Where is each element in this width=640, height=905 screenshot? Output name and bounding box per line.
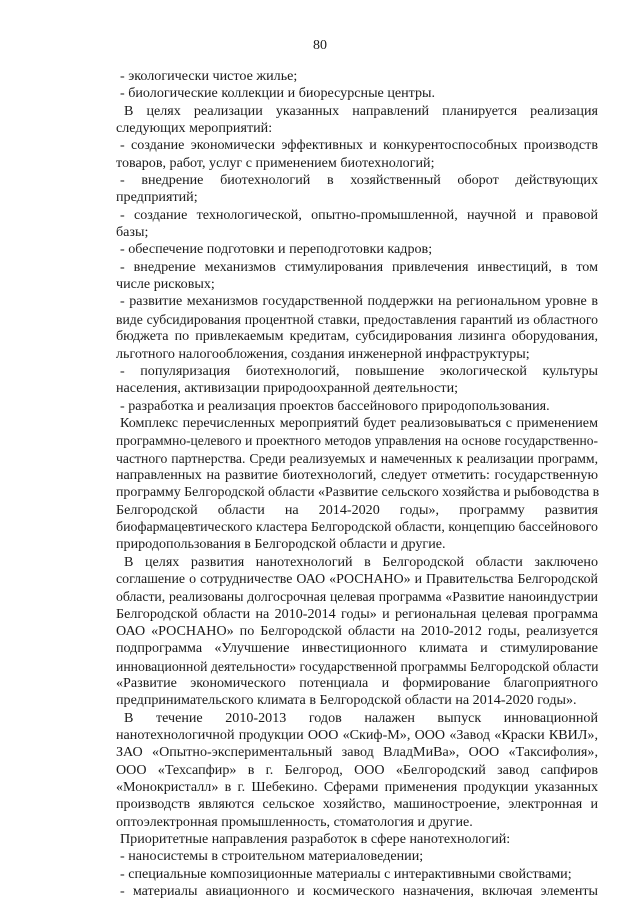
body-text [116,68,598,901]
text-line: числе рисковых; [116,276,215,293]
text-line: оптоэлектронная промышленность, стоматология и другие. [116,813,473,830]
text-line: - внедрение биотехнологий в хозяйственный оборот действующих [120,172,598,189]
text-line: - создание технологической, опытно-промышленной, научной и правовой [120,206,598,223]
text-line: природопользования в Белгородской области и другие. [116,536,446,553]
text-line: области, реализованы долгосрочная целевая программа «Развитие наноиндустрии [116,589,598,605]
text-line: - экологически чистое жилье; [120,68,298,84]
text-line: направленных на развитие биотехнологий, следует отметить: государственную [116,466,598,483]
text-line: «Монокристалл» в г. Шебекино. Сферами применения продукции указанных [116,779,598,796]
text-line: населения, активизации природоохранной деятельности; [116,380,459,397]
text-line: В течение 2010-2013 годов налажен выпуск инновационной [124,709,598,726]
text-line: - биологические коллекции и биоресурсные центры. [120,85,436,102]
text-line: - материалы авиационного и космического назначения, включая элементы [120,883,598,900]
text-line: ЗАО «Опытно-экспериментальный завод ВладМиВа», ООО «Таксифолия», [116,744,598,761]
text-line: - создание экономически эффективных и конкурентоспособных производств [120,137,598,154]
text-line: ООО «Техсапфир» в г. Белгород, ООО «Белгородский завод сапфиров [116,761,598,778]
text-line: товаров, работ, услуг с применением биотехнологий; [116,154,435,171]
text-line: Комплекс перечисленных мероприятий будет реализовываться с применением [120,414,598,431]
text-line: бюджета по привлекаемым кредитам, субсидирования лизинга оборудования, [116,328,598,345]
text-line: - разработка и реализация проектов бассейнового природопользования. [120,397,550,414]
text-line: Белгородской области на 2014-2020 годы», программу развития [116,501,598,518]
page-number: 80 [313,38,327,53]
text-line: базы; [116,224,149,241]
text-line: частного партнерства. Среди реализуемых и намеченных к реализации программ, [116,450,598,466]
text-line: следующих мероприятий: [116,120,273,137]
text-line: - развитие механизмов государственной поддержки на региональном уровне в [120,293,598,310]
text-line: Приоритетные направления разработок в сфере нанотехнологий: [120,831,511,848]
text-line: предпринимательского климата в Белгородской области на 2014-2020 годы». [116,692,577,709]
text-line: инновационной деятельности» государственной программы Белгородской области [116,658,599,674]
text-line: - наносистемы в строительном материаловедении; [120,848,424,865]
text-line: нанотехнологичной продукции ООО «Скиф-М», ООО «Завод «Краски КВИЛ», [116,727,598,744]
text-line: соглашение о сотрудничестве ОАО «РОСНАНО» и Правительства Белгородской [116,571,598,587]
text-line: предприятий; [116,189,198,206]
text-line: - популяризация биотехнологий, повышение экологической культуры [120,362,598,379]
text-line: производств являются сельское хозяйство, машиностроение, электронная и [116,796,598,813]
text-line: подпрограмма «Улучшение инвестиционного климата и стимулирование [116,640,598,657]
text-line: В целях реализации указанных направлений планируется реализация [124,102,598,119]
text-line: - специальные композиционные материалы с интерактивными свойствами; [120,865,572,882]
text-line: ОАО «РОСНАНО» по Белгородской области на 2010-2012 годы, реализуется [116,623,598,639]
text-line: программно-целевого и проектного методов управления на основе государственно- [116,433,598,449]
text-line: Белгородской области на 2010-2014 годы» и региональная целевая программа [116,605,598,622]
text-line: биофармацевтического кластера Белгородской области, концепцию бассейнового [116,519,598,535]
text-line: - внедрение механизмов стимулирования привлечения инвестиций, в том [120,258,598,275]
text-line: льготного налогообложения, создания инженерной инфраструктуры; [116,345,530,362]
text-line: программу Белгородской области «Развитие сельского хозяйства и рыбоводства в [116,485,600,501]
text-line: - обеспечение подготовки и переподготовки кадров; [120,241,433,258]
text-line: «Развитие экономического потенциала и формирование благоприятного [116,675,598,692]
text-line: В целях развития нанотехнологий в Белгородской области заключено [124,553,598,570]
text-line: виде субсидирования процентной ставки, предоставления гарантий из областного [116,311,598,327]
